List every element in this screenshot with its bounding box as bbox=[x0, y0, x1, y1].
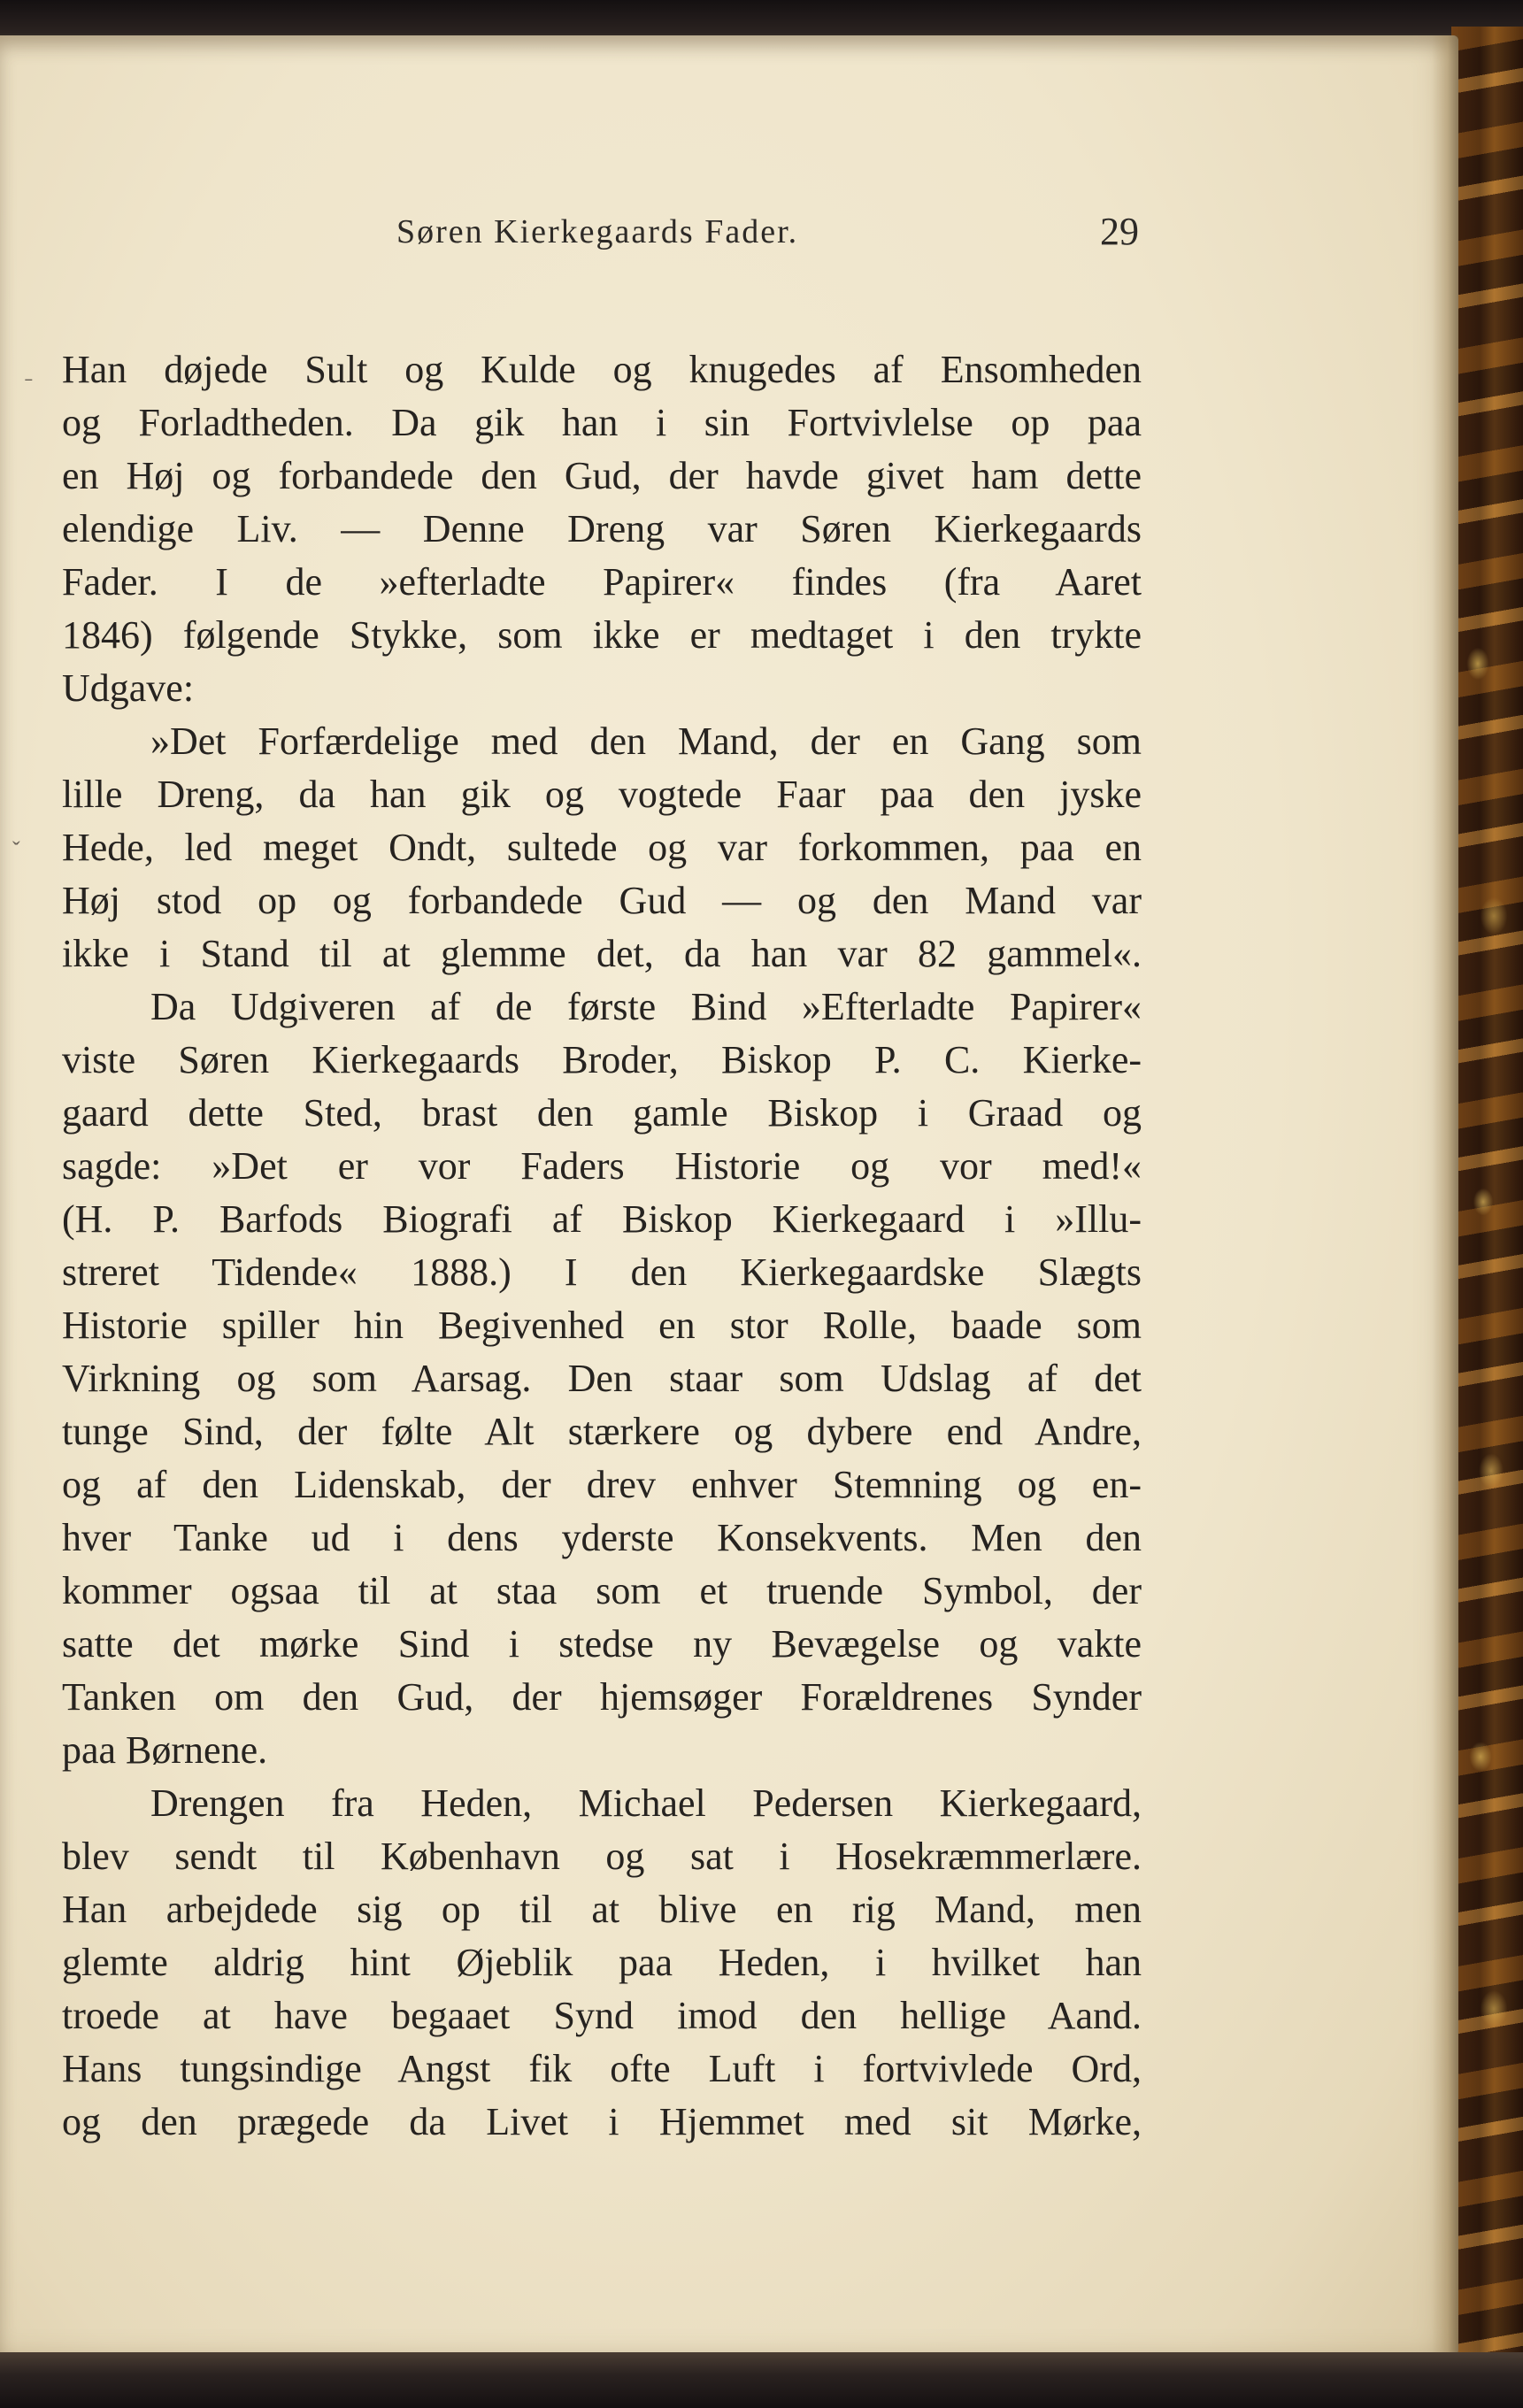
text-line: 1846) følgende Stykke, som ikke er medtaget i den trykte bbox=[62, 613, 1142, 657]
text-line: lille Dreng, da han gik og vogtede Faar paa den jyske bbox=[62, 773, 1142, 816]
text-line: Høj stod op og forbandede Gud — og den Mand var bbox=[62, 879, 1142, 922]
text-line: Hans tungsindige Angst fik ofte Luft i fortvivlede Ord, bbox=[62, 2047, 1142, 2090]
text-line: sagde: »Det er vor Faders Historie og vor med!« bbox=[62, 1144, 1142, 1188]
text-line: elendige Liv. — Denne Dreng var Søren Kierkegaards bbox=[62, 507, 1142, 550]
text-line: kommer ogsaa til at staa som et truende Symbol, der bbox=[62, 1569, 1142, 1612]
marbled-page-edge bbox=[1462, 496, 1515, 2177]
text-line: »Det Forfærdelige med den Mand, der en Gang som bbox=[150, 719, 1142, 763]
text-line: og af den Lidenskab, der drev enhver Stemning og en- bbox=[62, 1463, 1142, 1506]
text-line: Virkning og som Aarsag. Den staar som Udslag af det bbox=[62, 1357, 1142, 1400]
text-line: satte det mørke Sind i stedse ny Bevægelse og vakte bbox=[62, 1622, 1142, 1666]
text-line: troede at have begaaet Synd imod den hellige Aand. bbox=[62, 1994, 1142, 2037]
text-line: og Forladtheden. Da gik han i sin Fortvivlelse op paa bbox=[62, 401, 1142, 444]
margin-speck: ˉ bbox=[25, 373, 33, 399]
text-line: hver Tanke ud i dens yderste Konsekvents. Men den bbox=[62, 1516, 1142, 1559]
text-line: streret Tidende« 1888.) I den Kierkegaardske Slægts bbox=[62, 1250, 1142, 1294]
text-line: paa Børnene. bbox=[62, 1728, 268, 1772]
text-line: Historie spiller hin Begivenhed en stor Rolle, baade som bbox=[62, 1304, 1142, 1347]
text-line: Han døjede Sult og Kulde og knugedes af Ensomheden bbox=[62, 348, 1142, 391]
running-head-title: Søren Kierkegaards Fader. bbox=[396, 213, 799, 250]
text-line: og den prægede da Livet i Hjemmet med sit Mørke, bbox=[62, 2100, 1142, 2143]
margin-speck: ˬ bbox=[12, 819, 20, 845]
page-number: 29 bbox=[1100, 210, 1139, 253]
text-line: Han arbejdede sig op til at blive en rig Mand, men bbox=[62, 1888, 1142, 1931]
text-line: Da Udgiveren af de første Bind »Efterladte Papirer« bbox=[150, 985, 1142, 1028]
body-text bbox=[62, 343, 1142, 2149]
text-line: Fader. I de »efterladte Papirer« findes (fra Aaret bbox=[62, 560, 1142, 604]
text-line: tunge Sind, der følte Alt stærkere og dybere end Andre, bbox=[62, 1410, 1142, 1453]
text-line: viste Søren Kierkegaards Broder, Biskop P. C. Kierke- bbox=[62, 1038, 1142, 1081]
text-line: en Høj og forbandede den Gud, der havde givet ham dette bbox=[62, 454, 1142, 497]
text-line: blev sendt til København og sat i Hosekræmmerlære. bbox=[62, 1835, 1142, 1878]
text-line: Tanken om den Gud, der hjemsøger Forældrenes Synder bbox=[62, 1675, 1142, 1719]
text-line: gaard dette Sted, brast den gamle Biskop i Graad og bbox=[62, 1091, 1142, 1135]
text-line: glemte aldrig hint Øjeblik paa Heden, i hvilket han bbox=[62, 1941, 1142, 1984]
text-line: Hede, led meget Ondt, sultede og var forkommen, paa en bbox=[62, 826, 1142, 869]
scan-bottom-edge bbox=[0, 2352, 1523, 2408]
text-line: ikke i Stand til at glemme det, da han var 82 gammel«. bbox=[62, 932, 1142, 975]
book-page bbox=[0, 35, 1458, 2358]
text-line: (H. P. Barfods Biografi af Biskop Kierkegaard i »Illu- bbox=[62, 1197, 1142, 1241]
page-curl-shadow bbox=[1432, 35, 1458, 2358]
text-line: Udgave: bbox=[62, 666, 195, 710]
text-line: Drengen fra Heden, Michael Pedersen Kierkegaard, bbox=[150, 1781, 1142, 1825]
